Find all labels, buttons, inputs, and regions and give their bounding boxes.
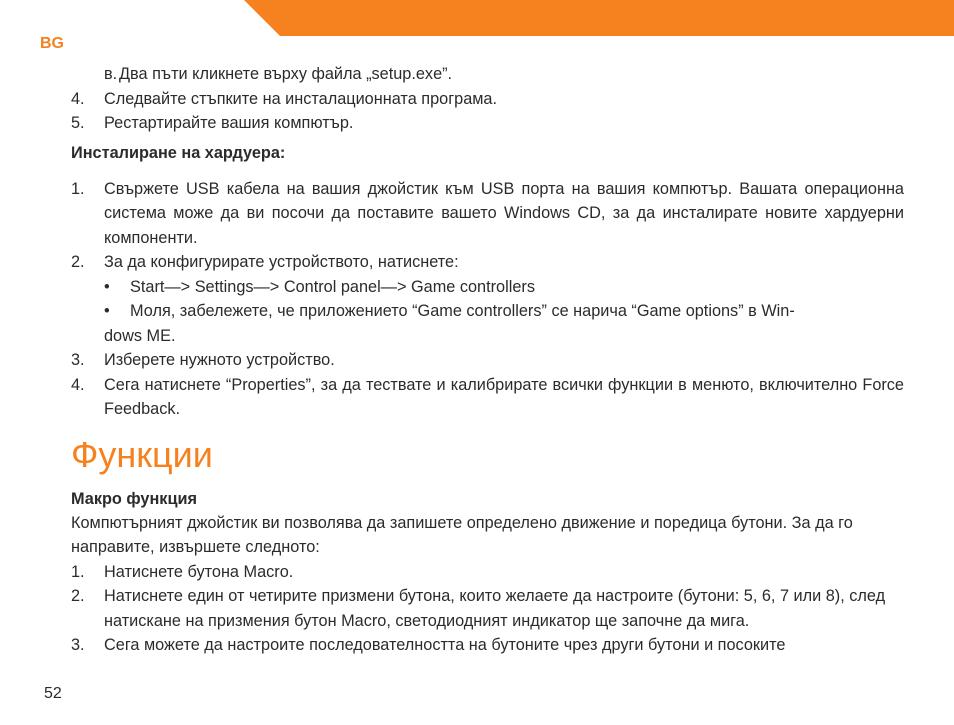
bullet-item [71, 299, 904, 324]
list-marker: 3. [71, 351, 85, 369]
list-text: Два пъти кликнете върху файла „setup.exe”. [119, 65, 453, 83]
list-item [71, 87, 904, 112]
list-marker: 5. [71, 114, 85, 132]
bullet-item [71, 275, 904, 300]
list-item [71, 584, 904, 633]
list-marker: 2. [71, 587, 85, 605]
list-marker: 1. [71, 179, 85, 198]
list-marker: в. [104, 65, 118, 83]
macro-heading: Макро функция [71, 489, 197, 508]
list-item [71, 373, 904, 422]
list-item [71, 633, 904, 658]
list-marker: 4. [71, 89, 85, 108]
list-marker: 1. [71, 562, 85, 581]
bullet-text: Start—> Settings—> Control panel—> Game controllers [130, 277, 535, 296]
page-number: 52 [44, 685, 62, 702]
list-text: Натиснете бутона Macro. [104, 562, 294, 581]
hardware-heading: Инсталиране на хардуера: [71, 143, 286, 162]
list-text: За да конфигурирате устройството, натиснете: [104, 253, 459, 271]
paragraph-text: Компютърният джойстик ви позволява да запишете определено движение и поредица бутони. За да го направите, извършете следното: [71, 513, 853, 556]
bullet-text-continuation [71, 324, 904, 349]
list-text: Сега можете да настроите последователността на бутоните чрез други бутони и посоките [104, 636, 786, 654]
list-item [71, 177, 904, 251]
list-item [71, 62, 904, 87]
bullet-text: dows ME. [104, 326, 176, 345]
list-item [71, 111, 904, 136]
list-text: Рестартирайте вашия компютър. [104, 114, 354, 132]
language-label: BG [40, 35, 64, 52]
list-marker: 2. [71, 253, 85, 271]
list-text: Свържете USB кабела на вашия джойстик към USB порта на вашия компютър. Вашата операционна система може да ви посочи да поставите вашето Windows CD, за да инсталирате новите хардуерни компоненти. [104, 179, 904, 247]
bullet-text: Моля, забележете, че приложението “Game controllers” се нарича “Game options” в Win- [130, 302, 795, 320]
bullet-marker: • [104, 277, 110, 296]
list-text: Натиснете един от четирите призмени бутона, които желаете да настроите (бутони: 5, 6, 7 или 8), след натискане на призмения бутон Macro, светодиодният индикатор ще започне да мига. [104, 587, 886, 630]
list-text: Следвайте стъпките на инсталационната програма. [104, 89, 498, 108]
header-banner [0, 0, 954, 36]
list-item [71, 560, 904, 585]
list-marker: 3. [71, 636, 85, 654]
bullet-marker: • [104, 302, 110, 320]
list-text: Сега натиснете “Properties”, за да тествате и калибрирате всички функции в менюто, включително Force Feedback. [104, 375, 904, 418]
list-item [71, 348, 904, 373]
intro-paragraph [71, 511, 904, 560]
section-title: Функции [71, 433, 213, 475]
list-marker: 4. [71, 375, 85, 394]
list-text: Изберете нужното устройство. [104, 351, 335, 369]
list-item [71, 250, 904, 275]
page-content [71, 62, 904, 658]
